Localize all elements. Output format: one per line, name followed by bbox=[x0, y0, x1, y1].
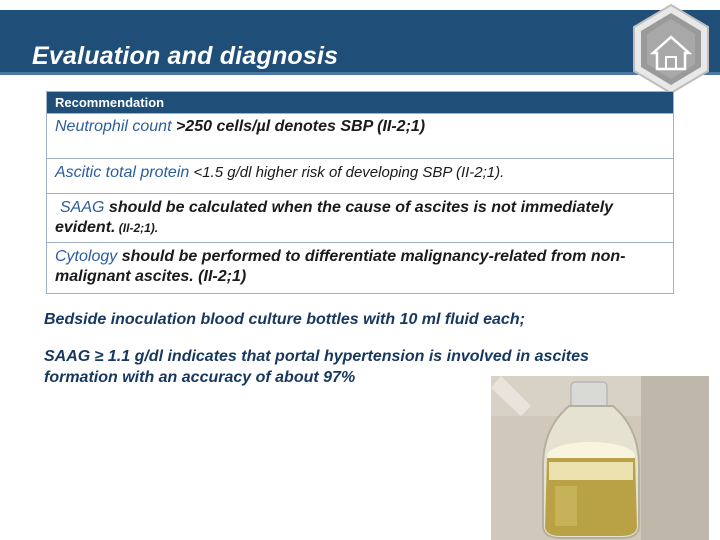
row-text: should be performed to differentiate malignancy-related from non-malignant ascites. bbox=[55, 248, 626, 285]
row-grade: (II-2;1) bbox=[193, 268, 247, 285]
table-row bbox=[46, 114, 674, 159]
row-text: >250 cells/µl denotes SBP bbox=[171, 118, 373, 135]
row-lead: Ascitic total protein bbox=[55, 164, 190, 181]
table-row bbox=[46, 243, 674, 294]
table-row bbox=[46, 194, 674, 243]
table-header: Recommendation bbox=[46, 91, 674, 114]
row-text: <1.5 g/dl higher risk of developing SBP (II-2;1). bbox=[189, 164, 505, 181]
row-lead: SAAG bbox=[60, 199, 105, 216]
ascitic-fluid-photo bbox=[491, 376, 709, 540]
home-icon bbox=[631, 3, 711, 95]
table-row bbox=[46, 159, 674, 194]
row-grade: (II-2;1). bbox=[115, 221, 159, 235]
bottle-image bbox=[491, 376, 709, 540]
row-lead: Neutrophil count bbox=[55, 118, 172, 135]
note-saag: SAAG ≥ 1.1 g/dl indicates that portal hypertension is involved in ascites formation with an accuracy of about 97% bbox=[44, 348, 589, 386]
recommendation-table bbox=[46, 91, 674, 294]
row-text: should be calculated when the cause of ascites is not immediately evident. bbox=[55, 199, 614, 236]
home-button[interactable] bbox=[631, 3, 711, 95]
note-blood-culture: Bedside inoculation blood culture bottles with 10 ml fluid each; bbox=[44, 311, 525, 328]
row-grade: (II-2;1) bbox=[372, 118, 426, 135]
row-lead: Cytology bbox=[55, 248, 118, 265]
slide-title: Evaluation and diagnosis bbox=[32, 42, 339, 70]
